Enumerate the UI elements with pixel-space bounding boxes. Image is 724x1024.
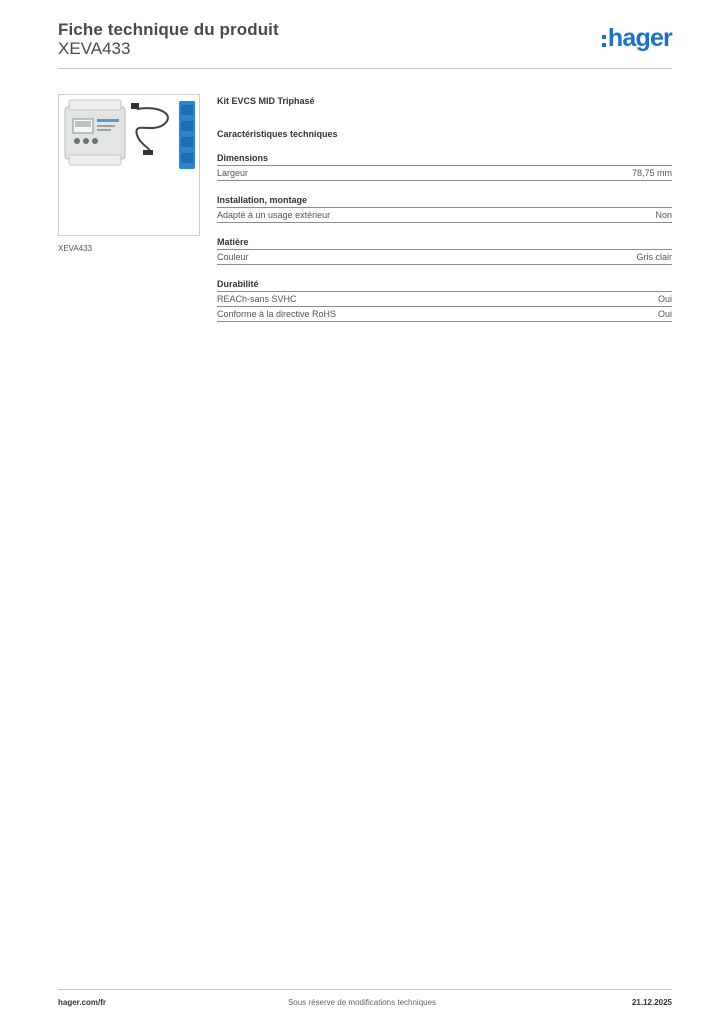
product-name: Kit EVCS MID Triphasé (217, 96, 315, 106)
spec-row (217, 166, 672, 181)
spec-row (217, 307, 672, 322)
spec-value: Non (655, 210, 672, 220)
spec-value: 78,75 mm (631, 168, 672, 178)
footer-website-link[interactable]: hager.com/fr (58, 998, 107, 1007)
product-reference: XEVA433 (58, 39, 131, 58)
group-title: Durabilité (217, 279, 672, 292)
product-image (58, 94, 200, 236)
logo-text: hager (607, 24, 672, 52)
spec-row (217, 292, 672, 307)
spec-label: Adapté à un usage extérieur (217, 210, 331, 220)
spec-value: Gris clair (636, 252, 672, 262)
group-material (217, 237, 672, 265)
spec-value: Oui (657, 309, 672, 319)
technical-details (217, 96, 672, 322)
spec-row (217, 208, 672, 223)
group-dimensions (217, 153, 672, 181)
group-title: Dimensions (217, 153, 672, 166)
group-title: Matière (217, 237, 672, 250)
spec-value: Oui (657, 294, 672, 304)
product-photo-icon (59, 95, 199, 235)
section-heading: Caractéristiques techniques (217, 129, 338, 139)
spec-row (217, 250, 672, 265)
hager-logo[interactable] (602, 26, 672, 51)
spec-label: REACh-sans SVHC (217, 294, 297, 304)
spec-label: Couleur (217, 252, 249, 262)
spec-label: Conforme à la directive RoHS (217, 309, 337, 319)
page-title: Fiche technique du produit (58, 20, 279, 39)
image-caption: XEVA433 (58, 244, 93, 253)
footer-divider (58, 989, 672, 990)
header-divider (58, 68, 672, 69)
spec-label: Largeur (217, 168, 249, 178)
footer-date: 21.12.2025 (631, 998, 672, 1007)
group-durability (217, 279, 672, 322)
footer-notice: Sous réserve de modifications techniques (287, 998, 437, 1007)
group-installation (217, 195, 672, 223)
logo-dots-icon (602, 35, 606, 47)
group-title: Installation, montage (217, 195, 672, 208)
